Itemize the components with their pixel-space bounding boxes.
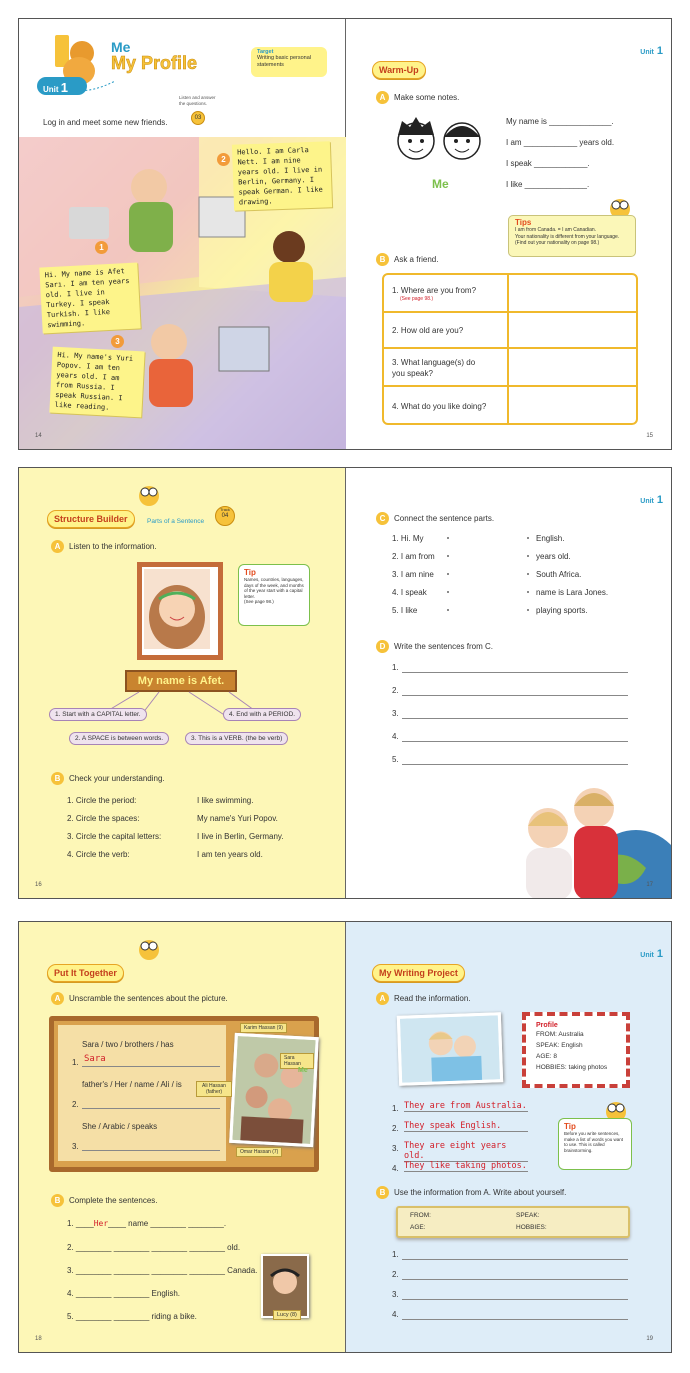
label-me: Me [298,1067,308,1074]
complete-1: 1. ____Her____ name ________ ________. [67,1219,227,1228]
spread-3 [18,921,672,1353]
page-title: My Profile [111,53,198,73]
label-omar: Omar Hassan (7) [236,1147,282,1157]
target-box [251,47,327,77]
note-carla: Hello. I am Carla Nett. I am nine years old. I live in Berlin, Germany. I speak German. I like drawing. [232,141,332,210]
right-part-1: English. [536,534,565,543]
answer-sentence-4: They like taking photos. [404,1161,527,1171]
corkboard [49,1016,319,1172]
form-from[interactable]: FROM: [410,1212,431,1219]
check-2-label: 2. Circle the spaces: [67,814,140,823]
family-photo [229,1033,319,1147]
red-num-3: 3. [392,1144,399,1153]
owl-mascot-icon [127,478,167,508]
letter-a: A [51,992,64,1005]
page-number: 19 [646,1336,653,1342]
badge-2: 2 [217,153,230,166]
instruction-b: Check your understanding. [69,774,165,783]
section-subtitle: Parts of a Sentence [147,518,205,525]
section-title-put-it-together: Put It Together [47,964,124,982]
form-hobbies[interactable]: HOBBIES: [516,1224,547,1231]
track-button[interactable] [215,506,235,526]
instruction-b: Use the information from A. Write about yourself. [394,1188,567,1197]
write-num-2: 2. [392,1270,399,1279]
badge-1: 1 [95,241,108,254]
answer-line-3[interactable] [82,1150,220,1151]
red-num-1: 1. [392,1104,399,1113]
track-label: Listen and answer the questions. [179,95,216,106]
write-line-4[interactable] [402,1319,628,1320]
page-number: 15 [646,433,653,439]
illustration-kids-computers [19,137,346,450]
photo-girls-globe [486,768,672,899]
unit-tag-number: 1 [656,45,663,57]
label-period: 4. End with a PERIOD. [223,708,301,721]
red-num-4: 4. [392,1164,399,1173]
answer-num-2: 2. [72,1100,79,1109]
section-title-warmup: Warm-Up [372,61,426,79]
lucy-photo [261,1254,309,1318]
unit-tag-number: 1 [656,948,663,960]
write-num-1: 1. [392,1250,399,1259]
page-number: 17 [646,882,653,888]
instruction-b: Complete the sentences. [69,1196,158,1205]
page-18 [19,922,346,1352]
badge-3: 3 [111,335,124,348]
answer-line-1[interactable] [82,1066,220,1067]
tips-title: Tips [515,218,532,227]
form-box [396,1206,630,1238]
unit-tag [640,45,663,57]
letter-d: D [376,640,389,653]
instruction-d: Write the sentences from C. [394,642,493,651]
label-space: 2. A SPACE is between words. [69,732,169,745]
check-1-label: 1. Circle the period: [67,796,137,805]
unit-word: Unit [43,85,59,94]
instruction-a: Listen to the information. [69,542,157,551]
check-1-sentence[interactable]: I like swimming. [197,796,254,805]
note-yuri: Hi. My name's Yuri Popov. I am ten years old. I am from Russia. I speak Russian. I like reading. [49,347,144,418]
track-number: 04 [221,513,229,519]
unit-number: 1 [60,80,69,95]
note-line-2: I am ____________ years old. [506,138,615,147]
write-num-5: 5. [392,755,399,764]
right-part-5: playing sports. [536,606,588,615]
me-faces-icon [392,113,488,173]
write-line-3[interactable] [402,1299,628,1300]
owl-mascot-icon [127,932,167,962]
check-3-label: 3. Circle the capital letters: [67,832,162,841]
answer-sentence-2: They speak English. [404,1121,528,1132]
write-num-3: 3. [392,709,399,718]
letter-b: B [51,772,64,785]
spread-1 [18,18,672,450]
write-num-4: 4. [392,732,399,741]
note-line-4: I like ______________. [506,180,590,189]
unit-tag-word: Unit [640,498,654,505]
page-16 [19,468,346,898]
write-num-3: 3. [392,1290,399,1299]
complete-2[interactable]: 2. ________ ________ ________ ________ old. [67,1243,241,1252]
target-label: Target [257,49,274,55]
me-label: Me [432,177,449,191]
complete-4[interactable]: 4. ________ ________ English. [67,1289,180,1298]
letter-a: A [376,992,389,1005]
instruction-a: Read the information. [394,994,471,1003]
form-speak[interactable]: SPEAK: [516,1212,540,1219]
tip-title: Tip [244,568,256,577]
section-title-structure-builder: Structure Builder [47,510,135,528]
profile-from: FROM: Australia [536,1031,584,1038]
question-2: 2. How old are you? [392,326,464,335]
ask-friend-table [382,273,638,425]
label-ali: Ali Hassan (father) [196,1081,232,1097]
write-num-2: 2. [392,686,399,695]
write-line-2[interactable] [402,1279,628,1280]
write-num-1: 1. [392,663,399,672]
profile-age: AGE: 8 [536,1053,557,1060]
right-part-3: South Africa. [536,570,582,579]
profile-title: Profile [536,1022,558,1029]
label-karim: Karim Hassan (9) [240,1023,287,1033]
note-line-1: My name is ______________. [506,117,614,126]
label-verb: 3. This is a VERB. (the be verb) [185,732,288,745]
left-part-2: 2. I am from [392,552,435,561]
spread-2 [18,467,672,899]
target-text: Writing basic personal statements [257,55,312,68]
intro-text: Log in and meet some new friends. [43,118,168,127]
page-19 [346,922,671,1352]
question-4: 4. What do you like doing? [392,402,487,411]
answer-num-3: 3. [72,1142,79,1151]
answer-num-1: 1. [72,1058,79,1067]
letter-b: B [51,1194,64,1207]
left-part-3: 3. I am nine [392,570,434,579]
label-capital: 1. Start with a CAPITAL letter. [49,708,147,721]
scramble-1: Sara / two / brothers / has [82,1040,174,1049]
write-line-1[interactable] [402,672,628,673]
page-number: 18 [35,1336,42,1342]
unit-tag-word: Unit [640,952,654,959]
section-title-my-writing-project: My Writing Project [372,964,465,982]
page-number: 14 [35,433,42,439]
letter-a: A [51,540,64,553]
see-page-note: (See page 98.) [400,296,434,302]
kids-photo [397,1012,503,1086]
note-afet: Hi. My name is Afet Sarı. I am ten years old. I live in Turkey. I speak Turkish. I like swimming. [39,262,140,333]
note-line-3: I speak ____________. [506,159,590,168]
left-part-4: 4. I speak [392,588,427,597]
write-line-5[interactable] [402,764,628,765]
question-1: 1. Where are you from? [392,286,477,295]
profile-hobbies: HOBBIES: taking photos [536,1064,608,1071]
unit-tag-word: Unit [640,49,654,56]
example-sentence: My name is Afet. [125,670,237,692]
answer-1: Sara [84,1054,106,1064]
scramble-3: She / Arabic / speaks [82,1122,158,1131]
tip-title: Tip [564,1122,576,1131]
check-4-label: 4. Circle the verb: [67,850,130,859]
write-line-4[interactable] [402,741,628,742]
red-num-2: 2. [392,1124,399,1133]
complete-5[interactable]: 5. ________ ________ riding a bike. [67,1312,197,1321]
write-line-2[interactable] [402,695,628,696]
question-3: 3. What language(s) do you speak? [392,358,476,378]
check-4-sentence[interactable]: I am ten years old. [197,850,263,859]
left-part-1: 1. Hi. My [392,534,424,543]
check-2-sentence[interactable]: My name's Yuri Popov. [197,814,278,823]
letter-b: B [376,253,389,266]
instruction-a: Make some notes. [394,93,460,102]
track-label: Track [220,507,230,512]
tip-2: Your nationality is different from your language. (Find out your nationality on page 98.) [515,233,620,246]
unit-tag [640,948,663,960]
letter-a: A [376,91,389,104]
label-lucy: Lucy (8) [273,1310,301,1320]
check-3-sentence[interactable]: I live in Berlin, Germany. [197,832,284,841]
page-14 [19,19,346,449]
letter-b: B [376,1186,389,1199]
tip-box [238,564,310,626]
left-part-5: 5. I like [392,606,418,615]
instruction-c: Connect the sentence parts. [394,514,495,523]
answer-line-2[interactable] [82,1108,220,1109]
form-age[interactable]: AGE: [410,1224,426,1231]
letter-c: C [376,512,389,525]
complete-1-answer: Her [93,1219,109,1228]
instruction-a: Unscramble the sentences about the picture. [69,994,228,1003]
page-17 [346,468,671,898]
tip-text: Names, countries, languages, days of the week, and months of the year start with a capital letter. [244,577,304,599]
page-number: 16 [35,882,42,888]
profile-card [522,1012,630,1088]
right-part-4: name is Lara Jones. [536,588,609,597]
label-sara: Sara Hassan [280,1053,314,1069]
tip-1: I am from Canada. = I am Canadian. [515,227,597,233]
unit-badge-mascot-icon [37,31,117,109]
right-part-2: years old. [536,552,571,561]
unit-tag-number: 1 [656,494,663,506]
answer-sentence-3: They are eight years old. [404,1141,528,1162]
page-title-small: Me [111,39,131,55]
answer-sentence-1: They are from Australia. [404,1101,527,1111]
write-line-1[interactable] [402,1259,628,1260]
tip-see: (See page 98.) [244,599,274,604]
scramble-2: father's / Her / name / Ali / is [82,1080,182,1089]
write-line-3[interactable] [402,718,628,719]
track-number[interactable]: 03 [191,111,205,125]
unit-tag [640,494,663,506]
connect-dots[interactable] [444,534,540,618]
profile-speak: SPEAK: English [536,1042,583,1049]
complete-3[interactable]: 3. ________ ________ ________ ________ Canada. [67,1266,258,1275]
girl-portrait [137,562,223,660]
tip-box [558,1118,632,1170]
instruction-b: Ask a friend. [394,255,439,264]
tip-text: Before you write sentences, make a list of words you want to use. This is called brainstorming. [564,1131,624,1153]
write-num-4: 4. [392,1310,399,1319]
unit-label [37,77,87,95]
page-15 [346,19,671,449]
tips-box [508,215,636,257]
